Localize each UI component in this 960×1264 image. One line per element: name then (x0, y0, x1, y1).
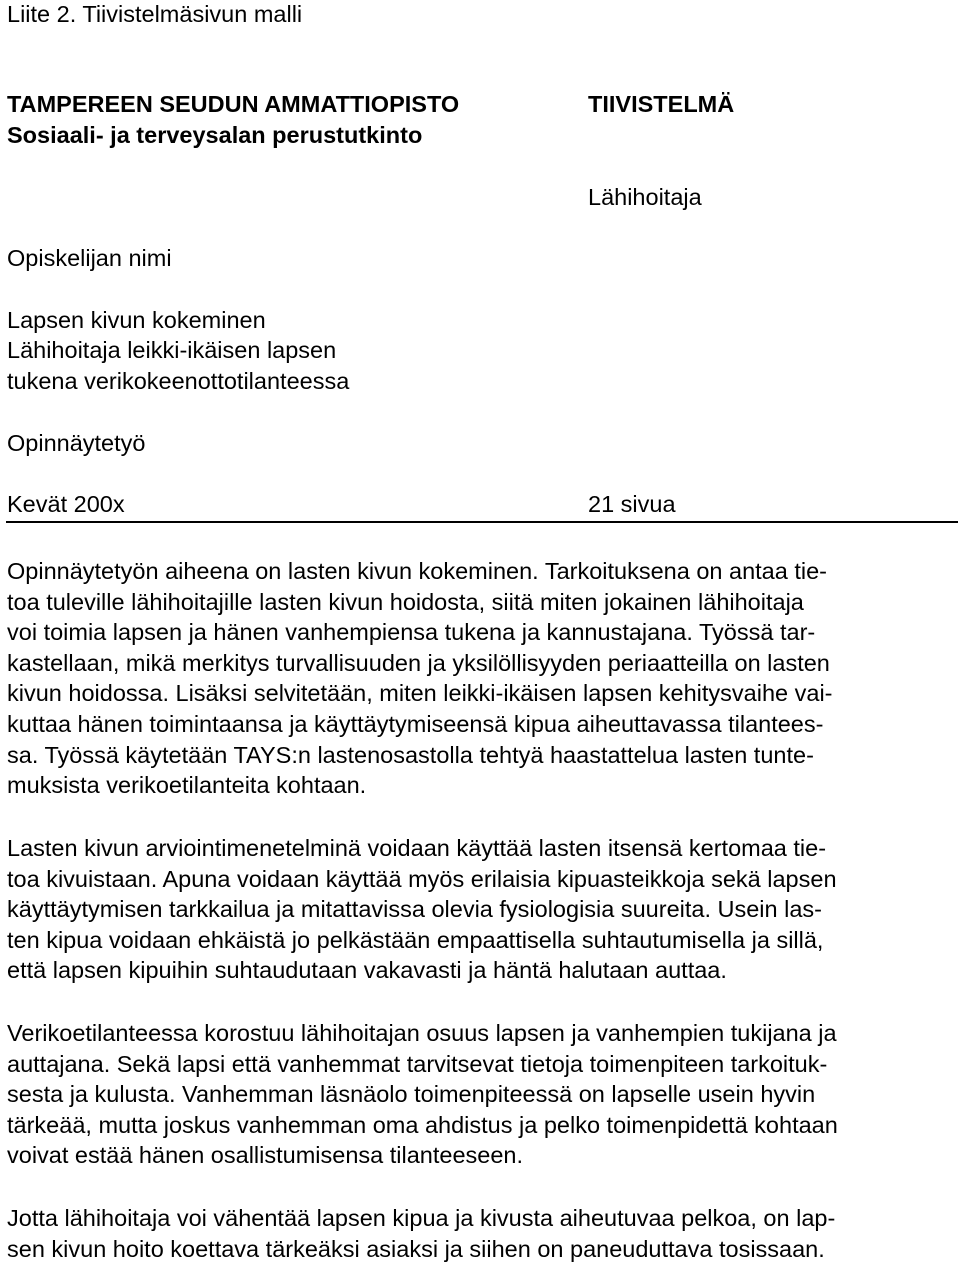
work-type-label: Opinnäytetyö (7, 430, 146, 456)
degree-name: Sosiaali- ja terveysalan perustutkinto (7, 122, 423, 148)
paragraph-line: Lasten kivun arviointimenetelminä voidaan käyttää lasten itsensä kertomaa tie- (7, 835, 827, 861)
paragraph-line: Verikoetilanteessa korostuu lähihoitajan osuus lapsen ja vanhempien tukijana ja (7, 1020, 837, 1046)
paragraph-line: sen kivun hoito koettava tärkeäksi asiaksi ja siihen on paneuduttava tosissaan. (7, 1235, 825, 1262)
title-line: Lapsen kivun kokeminen (7, 307, 266, 333)
institution-name: TAMPEREEN SEUDUN AMMATTIOPISTO (7, 91, 460, 117)
paragraph-line: että lapsen kipuihin suhtaudutaan vakavasti ja häntä halutaan auttaa. (7, 957, 727, 984)
paragraph-line: sesta ja kulusta. Vanhemman läsnäolo toimenpiteessä on lapselle usein hyvin (7, 1081, 816, 1108)
paragraph-line: kivun hoidossa. Lisäksi selvitetään, miten leikki-ikäisen lapsen kehitysvaihe vai- (7, 680, 833, 707)
paragraph-line: kastellaan, mikä merkitys turvallisuuden ja yksilöllisyyden periaatteilla on lasten (7, 649, 830, 676)
divider-line (6, 521, 958, 523)
paragraph-line: voi toimia lapsen ja hänen vanhempiensa tukena ja kannustajana. Työssä tar- (7, 619, 816, 646)
paragraph-line: ten kipua voidaan ehkäistä jo pelkästään empaattisella suhtautumisella ja sillä, (7, 926, 824, 953)
qualification-label: Lähihoitaja (588, 184, 702, 210)
paragraph-line: Jotta lähihoitaja voi vähentää lapsen kipua ja kivusta aiheutuvaa pelkoa, on lap- (7, 1205, 836, 1231)
title-line: Lähihoitaja leikki-ikäisen lapsen (7, 337, 337, 363)
page-count: 21 sivua (588, 491, 676, 517)
paragraph-line: sa. Työssä käytetään TAYS:n lastenosastolla tehtyä haastattelua lasten tunte- (7, 741, 814, 768)
title-line: tukena verikokeenottotilanteessa (7, 368, 350, 394)
term-label: Kevät 200x (7, 491, 125, 517)
paragraph-line: kuttaa hänen toimintaansa ja käyttäytymiseensä kipua aiheuttavassa tilantees- (7, 711, 824, 737)
paragraph-line: toa tuleville lähihoitajille lasten kivun hoidosta, siitä miten jokainen lähihoitaja (7, 588, 804, 615)
paragraph-line: toa kivuistaan. Apuna voidaan käyttää myös erilaisia kipuasteikkoja sekä lapsen (7, 865, 837, 892)
paragraph-line: muksista verikoetilanteita kohtaan. (7, 772, 367, 799)
paragraph-line: tärkeää, mutta joskus vanhemman oma ahdistus ja pelko toimenpidettä kohtaan (7, 1111, 838, 1138)
paragraph-line: käyttäytymisen tarkkailua ja mitattavissa olevia fysiologisia suureita. Usein las- (7, 896, 822, 923)
paragraph-line: auttajana. Sekä lapsi että vanhemmat tarvitsevat tietoja toimenpiteen tarkoituk- (7, 1050, 828, 1077)
paragraph-line: voivat estää hänen osallistumisensa tilanteeseen. (7, 1142, 524, 1169)
document-type-heading: TIIVISTELMÄ (588, 91, 735, 117)
appendix-label: Liite 2. Tiivistelmäsivun malli (7, 1, 303, 27)
student-name-label: Opiskelijan nimi (7, 245, 172, 271)
paragraph-line: Opinnäytetyön aiheena on lasten kivun kokeminen. Tarkoituksena on antaa tie- (7, 558, 827, 584)
